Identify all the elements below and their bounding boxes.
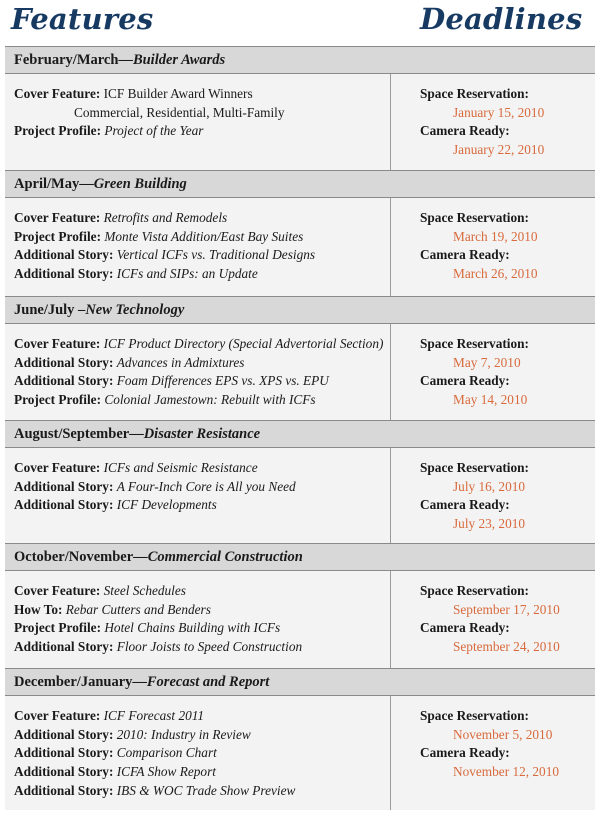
- section-header: [5, 420, 595, 448]
- feature-label: Cover Feature:: [14, 336, 101, 351]
- feature-label: Project Profile:: [14, 620, 101, 636]
- feature-label: Cover Feature:: [14, 210, 101, 225]
- features-list: [5, 459, 397, 515]
- feature-value: A Four-Inch Core is All you Need: [116, 478, 296, 494]
- feature-label: Additional Story:: [14, 726, 114, 742]
- feature-value: Commercial, Residential, Multi-Family: [74, 104, 285, 120]
- feature-label: Additional Story:: [14, 782, 114, 798]
- space-reservation-date: January 15, 2010: [453, 104, 545, 120]
- section-body: [5, 696, 595, 810]
- feature-item: [14, 228, 397, 247]
- feature-value: ICF Forecast 2011: [103, 708, 205, 723]
- deadline-lines: [391, 571, 596, 657]
- feature-value: ICFA Show Report: [116, 764, 216, 780]
- section-body: [5, 324, 595, 422]
- feature-label: Cover Feature:: [14, 583, 101, 598]
- feature-item: [14, 619, 397, 638]
- deadline-lines: [391, 74, 596, 160]
- feature-label: Additional Story:: [14, 354, 114, 370]
- section-header: [5, 46, 595, 74]
- feature-value: ICF Product Directory (Special Advertorial Section): [103, 336, 384, 351]
- feature-value: Retrofits and Remodels: [103, 210, 228, 225]
- space-reservation-label: Space Reservation:: [420, 583, 529, 598]
- issue-topic: Disaster Resistance: [143, 426, 261, 442]
- feature-item: [14, 265, 397, 284]
- feature-item: [14, 707, 397, 726]
- feature-item: [14, 391, 397, 410]
- section-header: [5, 543, 595, 571]
- feature-item: [14, 209, 397, 228]
- feature-item: [14, 582, 397, 601]
- issue-section: [5, 170, 595, 298]
- issue-period: June/July –: [14, 302, 86, 318]
- features-list: [5, 582, 397, 657]
- issue-section: [5, 668, 595, 810]
- feature-item: [14, 459, 397, 478]
- section-header: [5, 668, 595, 696]
- feature-item: [14, 354, 397, 373]
- feature-value: Vertical ICFs vs. Traditional Designs: [116, 247, 316, 263]
- issue-period: August/September—: [14, 426, 144, 442]
- feature-value: Steel Schedules: [103, 583, 186, 598]
- feature-value: Colonial Jamestown: Rebuilt with ICFs: [104, 392, 316, 408]
- space-reservation-date: November 5, 2010: [453, 726, 553, 742]
- deadlines-block: [390, 571, 596, 670]
- section-body: [5, 448, 595, 545]
- space-reservation-label: Space Reservation:: [420, 336, 529, 351]
- feature-label: Additional Story:: [14, 247, 114, 263]
- feature-value: Project of the Year: [104, 123, 204, 139]
- feature-value: Comparison Chart: [116, 745, 217, 761]
- feature-item: [14, 744, 397, 763]
- deadlines-block: [390, 448, 596, 545]
- issue-topic: New Technology: [85, 302, 185, 318]
- camera-ready-date: March 26, 2010: [453, 266, 538, 282]
- feature-item: [14, 246, 397, 265]
- feature-value: IBS & WOC Trade Show Preview: [116, 782, 296, 798]
- feature-value: Floor Joists to Speed Construction: [116, 639, 303, 655]
- feature-value: 2010: Industry in Review: [116, 726, 251, 742]
- feature-item: [14, 85, 397, 104]
- deadlines-block: [390, 696, 596, 810]
- feature-value: Advances in Admixtures: [116, 354, 245, 370]
- feature-item: [14, 122, 397, 141]
- feature-item: [14, 726, 397, 745]
- page-header: [0, 0, 600, 46]
- features-list: [5, 85, 397, 141]
- deadlines-block: [390, 324, 596, 422]
- camera-ready-label: Camera Ready:: [420, 745, 510, 761]
- deadline-lines: [391, 198, 596, 284]
- camera-ready-label: Camera Ready:: [420, 123, 510, 139]
- issue-period: April/May—: [14, 176, 94, 192]
- issue-section: [5, 420, 595, 545]
- feature-item: [14, 763, 397, 782]
- section-body: [5, 571, 595, 670]
- deadlines-block: [390, 74, 596, 172]
- issue-topic: Green Building: [93, 176, 187, 192]
- camera-ready-label: Camera Ready:: [420, 497, 510, 513]
- issue-section: [5, 296, 595, 422]
- camera-ready-label: Camera Ready:: [420, 247, 510, 263]
- features-list: [5, 707, 397, 800]
- feature-item: [14, 478, 397, 497]
- feature-label: Additional Story:: [14, 266, 114, 282]
- feature-label: Project Profile:: [14, 123, 101, 139]
- space-reservation-label: Space Reservation:: [420, 210, 529, 225]
- space-reservation-date: September 17, 2010: [453, 601, 560, 617]
- feature-item: [14, 638, 397, 657]
- feature-label: Cover Feature:: [14, 708, 101, 723]
- section-body: [5, 74, 595, 172]
- feature-value: ICF Developments: [116, 497, 217, 513]
- section-body: [5, 198, 595, 298]
- space-reservation-date: May 7, 2010: [453, 354, 521, 370]
- camera-ready-date: July 23, 2010: [453, 516, 526, 532]
- issue-topic: Forecast and Report: [146, 674, 270, 690]
- feature-label: Cover Feature:: [14, 460, 101, 475]
- features-title: Features: [11, 2, 154, 36]
- space-reservation-date: March 19, 2010: [453, 228, 538, 244]
- deadline-lines: [391, 696, 596, 782]
- feature-item: [14, 782, 397, 801]
- camera-ready-date: May 14, 2010: [453, 392, 528, 408]
- feature-item: [14, 372, 397, 391]
- issue-topic: Commercial Construction: [147, 549, 303, 565]
- issue-period: October/November—: [14, 549, 148, 565]
- feature-value: ICF Builder Award Winners: [103, 86, 253, 101]
- deadline-lines: [391, 324, 596, 410]
- feature-item: [14, 104, 397, 123]
- feature-label: Additional Story:: [14, 497, 114, 513]
- section-header: [5, 170, 595, 198]
- camera-ready-date: September 24, 2010: [453, 639, 560, 655]
- space-reservation-label: Space Reservation:: [420, 708, 529, 723]
- feature-label: Additional Story:: [14, 478, 114, 494]
- camera-ready-date: November 12, 2010: [453, 764, 559, 780]
- features-list: [5, 335, 397, 410]
- feature-item: [14, 496, 397, 515]
- camera-ready-date: January 22, 2010: [453, 142, 545, 158]
- feature-value: ICFs and Seismic Resistance: [103, 460, 258, 475]
- feature-label: Additional Story:: [14, 639, 114, 655]
- space-reservation-label: Space Reservation:: [420, 460, 529, 475]
- features-list: [5, 209, 397, 284]
- issue-period: February/March—: [14, 52, 133, 68]
- feature-label: Project Profile:: [14, 228, 101, 244]
- deadlines-title: Deadlines: [420, 2, 583, 36]
- feature-label: Additional Story:: [14, 745, 114, 761]
- issue-section: [5, 543, 595, 670]
- issue-period: December/January—: [14, 674, 147, 690]
- issue-topic: Builder Awards: [132, 52, 226, 68]
- feature-value: Rebar Cutters and Benders: [65, 601, 211, 617]
- space-reservation-date: July 16, 2010: [453, 478, 526, 494]
- space-reservation-label: Space Reservation:: [420, 86, 529, 101]
- feature-label: Cover Feature:: [14, 86, 101, 101]
- feature-label: Additional Story:: [14, 764, 114, 780]
- feature-label: Project Profile:: [14, 392, 101, 408]
- feature-label: Additional Story:: [14, 373, 114, 389]
- feature-label: How To:: [14, 601, 63, 617]
- feature-value: Foam Differences EPS vs. XPS vs. EPU: [116, 373, 329, 389]
- feature-item: [14, 601, 397, 620]
- camera-ready-label: Camera Ready:: [420, 373, 510, 389]
- section-header: [5, 296, 595, 324]
- feature-item: [14, 335, 397, 354]
- feature-value: Hotel Chains Building with ICFs: [104, 620, 281, 636]
- camera-ready-label: Camera Ready:: [420, 620, 510, 636]
- issue-section: [5, 46, 595, 172]
- feature-value: Monte Vista Addition/East Bay Suites: [104, 228, 304, 244]
- deadline-lines: [391, 448, 596, 534]
- feature-value: ICFs and SIPs: an Update: [116, 266, 258, 282]
- deadlines-block: [390, 198, 596, 298]
